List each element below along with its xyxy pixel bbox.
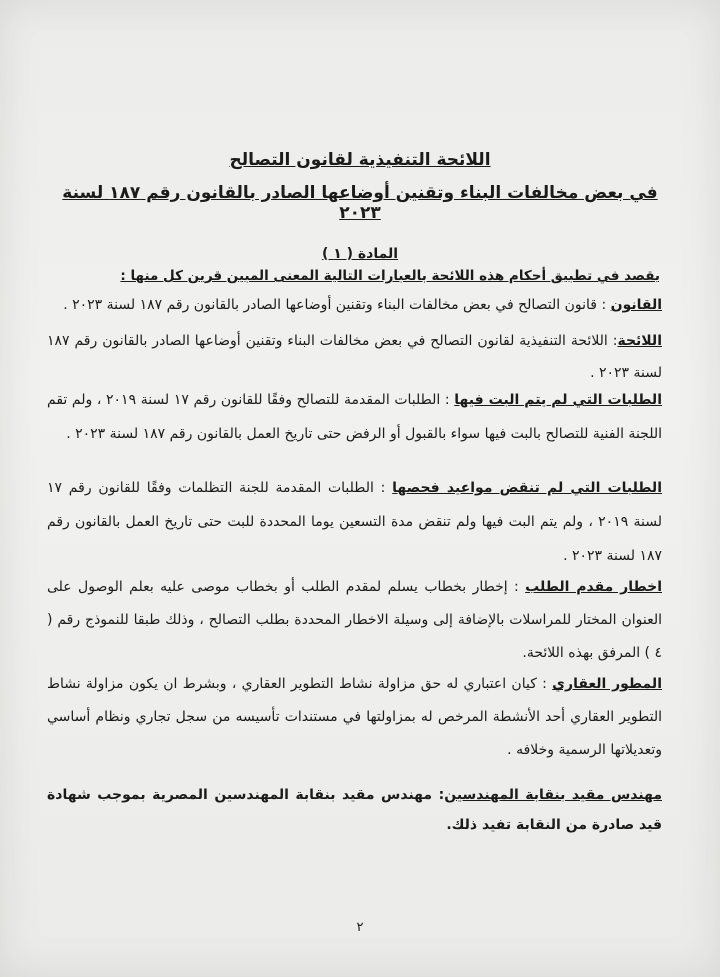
definition-term: اللائحة [617, 333, 662, 349]
definition-text: : اللائحة التنفيذية لقانون التصالح في بعض مخالفات البناء وتقنين أوضاعها الصادر بالقانون رقم ١٨٧ لسنة ٢٠٢٣ . [47, 333, 662, 381]
definition-pending-requests [47, 383, 662, 451]
definition-registered-engineer [47, 780, 662, 840]
definition-text: : مهندس مقيد بنقابة المهندسين المصرية بموجب شهادة قيد صادرة من النقابة تفيد ذلك. [47, 787, 662, 833]
definition-term: الطلبات التي لم تنقض مواعيد فحصها [392, 480, 662, 496]
definition-applicant-notice [47, 571, 662, 670]
intro-paragraph: يقصد في تطبيق أحكام هذه اللائحة بالعبارات التالية المعنى المبين قرين كل منها : [120, 268, 660, 284]
definition-unexpired-requests [47, 471, 662, 573]
definition-term: المطور العقاري [552, 676, 662, 692]
definition-regulation [47, 325, 662, 389]
definition-real-estate-developer [47, 668, 662, 767]
definition-text: : الطلبات المقدمة للجنة التظلمات وفقًا للقانون رقم ١٧ لسنة ٢٠١٩ ، ولم يتم البت فيها ولم تنقض مدة التسعين يوما المحددة للبت حتى تاريخ العمل بالقانون رقم ١٨٧ لسنة ٢٠٢٣ . [47, 480, 662, 564]
definition-term: القانون [610, 297, 662, 313]
definition-text: : كيان اعتباري له حق مزاولة نشاط التطوير العقاري ، وبشرط ان يكون مزاولة نشاط التطوير العقاري أحد الأنشطة المرخص له بمزاولتها في مستندات تأسيسه من سجل تجاري ونظام أساسي وتعديلاتها الرسمية وخلافه . [47, 676, 662, 758]
definition-text: : إخطار بخطاب يسلم لمقدم الطلب أو بخطاب موصى عليه بعلم الوصول على العنوان المختار للمراسلات بالإضافة إلى وسيلة الاخطار المحددة بطلب التصالح ، وذلك طبقا للنموذج رقم ( ٤ ) المرفق بهذه اللائحة. [47, 579, 662, 661]
document-subtitle: في بعض مخالفات البناء وتقنين أوضاعها الصادر بالقانون رقم ١٨٧ لسنة ٢٠٢٣ [62, 183, 658, 223]
definition-text: : قانون التصالح في بعض مخالفات البناء وتقنين أوضاعها الصادر بالقانون رقم ١٨٧ لسنة ٢٠٢٣ . [63, 297, 611, 313]
definition-text: : الطلبات المقدمة للتصالح وفقًا للقانون رقم ١٧ لسنة ٢٠١٩ ، ولم تقم اللجنة الفنية للتصالح بالبت فيها سواء بالقبول أو الرفض حتى تاريخ العمل بالقانون رقم ١٨٧ لسنة ٢٠٢٣ . [47, 392, 662, 442]
definition-term: مهندس مقيد بنقابة المهندسين [444, 787, 662, 803]
page-number: ٢ [356, 920, 364, 935]
definition-law [47, 290, 662, 320]
definition-term: الطلبات التي لم يتم البت فيها [454, 392, 662, 408]
document-title: اللائحة التنفيذية لقانون التصالح [229, 150, 491, 170]
definition-term: اخطار مقدم الطلب [525, 579, 662, 595]
article-heading: المادة ( ١ ) [321, 246, 399, 262]
